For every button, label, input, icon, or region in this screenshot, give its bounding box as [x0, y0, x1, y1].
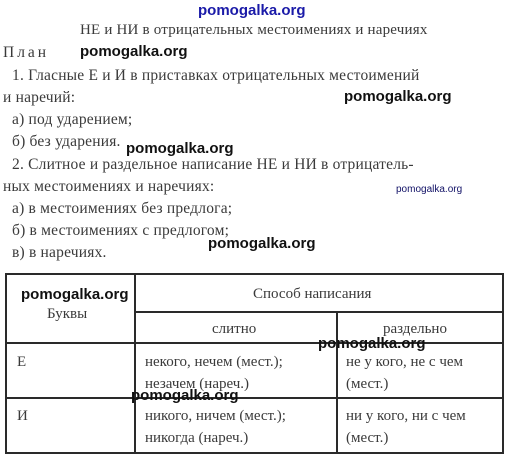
col-header-separate: раздельно: [383, 321, 447, 337]
table-divider: [7, 397, 502, 399]
row-together-2: никогда (нареч.): [145, 430, 249, 446]
col-header-method: Способ написания: [253, 286, 372, 302]
row-separate-1: ни у кого, ни с чем: [346, 408, 466, 424]
plan-item-1-cont: и наречий:: [3, 89, 76, 106]
row-separate-1: не у кого, не с чем: [346, 354, 464, 370]
watermark: pomogalka.org: [198, 2, 306, 19]
col-header-letters: Буквы: [47, 306, 88, 322]
row-letter: И: [17, 408, 28, 424]
page-title: НЕ и НИ в отрицательных местоимениях и наречиях: [80, 22, 428, 38]
watermark: pomogalka.org: [21, 286, 129, 303]
plan-item-1: 1. Гласные Е и И в приставках отрицательных местоимений: [12, 67, 420, 84]
watermark: pomogalka.org: [80, 43, 188, 60]
table-divider: [134, 275, 136, 452]
plan-item-2a: а) в местоимениях без предлога;: [12, 200, 233, 217]
watermark: pomogalka.org: [318, 335, 426, 352]
row-together-1: некого, нечем (мест.);: [145, 354, 283, 370]
plan-item-2: 2. Слитное и раздельное написание НЕ и НИ в отрицатель-: [12, 156, 414, 173]
row-separate-2: (мест.): [346, 430, 389, 446]
plan-item-1b: б) без ударения.: [12, 133, 121, 150]
watermark: pomogalka.org: [396, 184, 463, 195]
plan-item-2-cont: ных местоимениях и наречиях:: [3, 178, 215, 195]
row-together-1: никого, ничем (мест.);: [145, 408, 286, 424]
plan-item-2b: б) в местоимениях с предлогом;: [12, 222, 230, 239]
table-divider: [7, 342, 502, 344]
plan-item-2c: в) в наречиях.: [12, 244, 107, 261]
spelling-table: [5, 273, 504, 454]
col-header-together: слитно: [212, 321, 257, 337]
table-divider: [336, 313, 338, 452]
watermark: pomogalka.org: [131, 387, 239, 404]
table-divider: [134, 311, 502, 313]
row-letter: Е: [17, 354, 27, 370]
watermark: pomogalka.org: [208, 235, 316, 252]
watermark: pomogalka.org: [126, 140, 234, 157]
row-separate-2: (мест.): [346, 376, 389, 392]
row-together-2: незачем (нареч.): [145, 376, 250, 392]
plan-item-1a: а) под ударением;: [12, 111, 133, 128]
plan-heading: План: [3, 44, 50, 61]
watermark: pomogalka.org: [344, 88, 452, 105]
